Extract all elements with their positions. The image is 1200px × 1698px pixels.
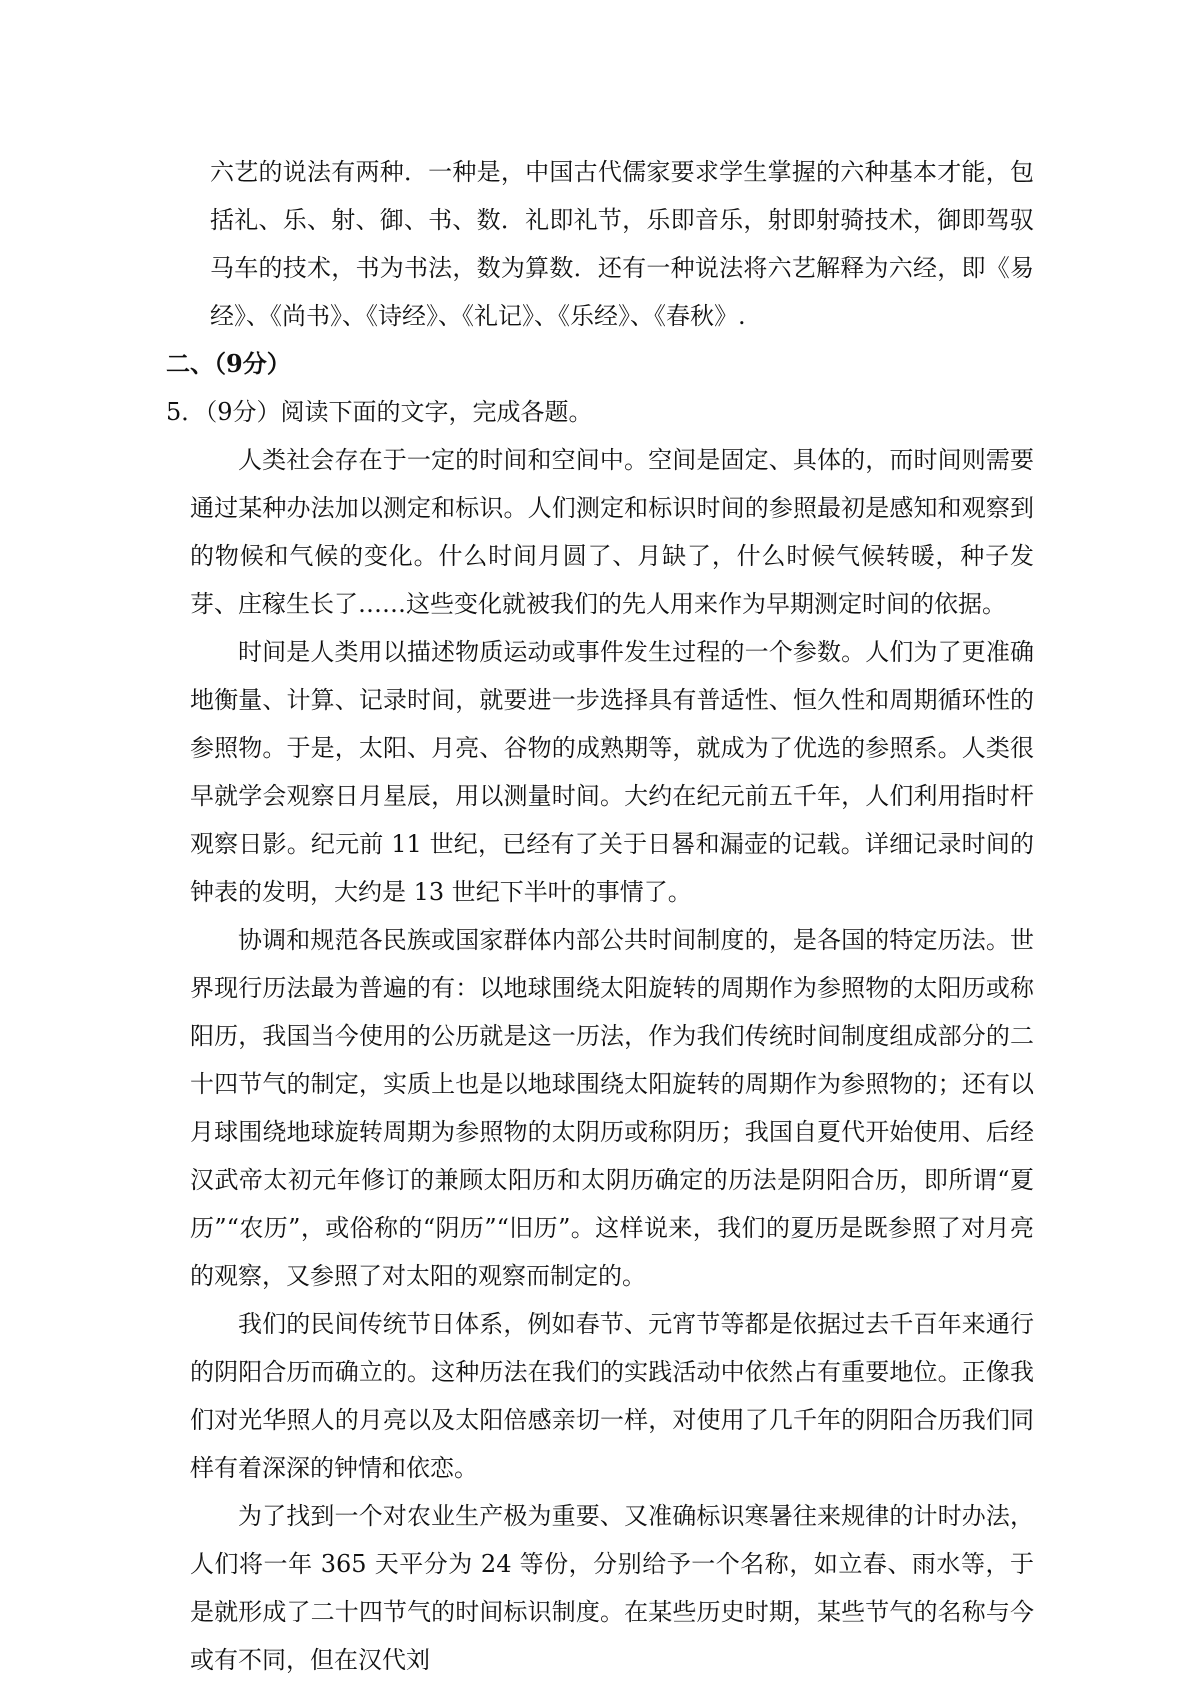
section-heading: 二、（9分） bbox=[166, 349, 291, 378]
body-paragraph: 协调和规范各民族或国家群体内部公共时间制度的，是各国的特定历法。世界现行历法最为普遍的有：以地球围绕太阳旋转的周期作为参照物的太阳历或称阳历，我国当今使用的公历就是这一历法，作为我们传统时间制度组成部分的二十四节气的制定，实质上也是以地球围绕太阳旋转的周期作为参照物的；还有以月球围绕地球旋转周期为参照物的太阴历或称阴历；我国自夏代开始使用、后经汉武帝太初元年修订的兼顾太阳历和太阴历确定的历法是阴阳合历，即所谓“夏历”“农历”，或俗称的“阴历”“旧历”。这样说来，我们的夏历是既参照了对月亮的观察，又参照了对太阳的观察而制定的。 bbox=[190, 926, 1034, 1290]
body-paragraph: 为了找到一个对农业生产极为重要、又准确标识寒暑往来规律的计时办法，人们将一年 365 天平分为 24 等份，分别给予一个名称，如立春、雨水等，于是就形成了二十四节气的时间标识制度。在某些历史时期，某些节气的名称与今或有不同，但在汉代刘 bbox=[190, 1502, 1034, 1674]
body-paragraph: 时间是人类用以描述物质运动或事件发生过程的一个参数。人们为了更准确地衡量、计算、记录时间，就要进一步选择具有普适性、恒久性和周期循环性的参照物。于是，太阳、月亮、谷物的成熟期等，就成为了优选的参照系。人类很早就学会观察日月星辰，用以测量时间。大约在纪元前五千年，人们利用指时杆观察日影。纪元前 11 世纪，已经有了关于日晷和漏壶的记载。详细记录时间的钟表的发明，大约是 13 世纪下半叶的事情了。 bbox=[190, 638, 1034, 906]
question-prompt: 5．（9分）阅读下面的文字，完成各题。 bbox=[166, 398, 593, 426]
page-content bbox=[166, 148, 1034, 1684]
body-paragraph: 人类社会存在于一定的时间和空间中。空间是固定、具体的，而时间则需要通过某种办法加以测定和标识。人们测定和标识时间的参照最初是感知和观察到的物候和气候的变化。什么时间月圆了、月缺了，什么时候气候转暖，种子发芽、庄稼生长了……这些变化就被我们的先人用来作为早期测定时间的依据。 bbox=[190, 446, 1034, 618]
body-paragraph: 我们的民间传统节日体系，例如春节、元宵节等都是依据过去千百年来通行的阴阳合历而确立的。这种历法在我们的实践活动中依然占有重要地位。正像我们对光华照人的月亮以及太阳倍感亲切一样，对使用了几千年的阴阳合历我们同样有着深深的钟情和依恋。 bbox=[190, 1310, 1034, 1482]
intro-paragraph: 六艺的说法有两种．一种是，中国古代儒家要求学生掌握的六种基本才能，包括礼、乐、射、御、书、数．礼即礼节，乐即音乐，射即射骑技术，御即驾驭马车的技术，书为书法，数为算数．还有一种说法将六艺解释为六经，即《易经》、《尚书》、《诗经》、《礼记》、《乐经》、《春秋》. bbox=[210, 158, 1034, 330]
